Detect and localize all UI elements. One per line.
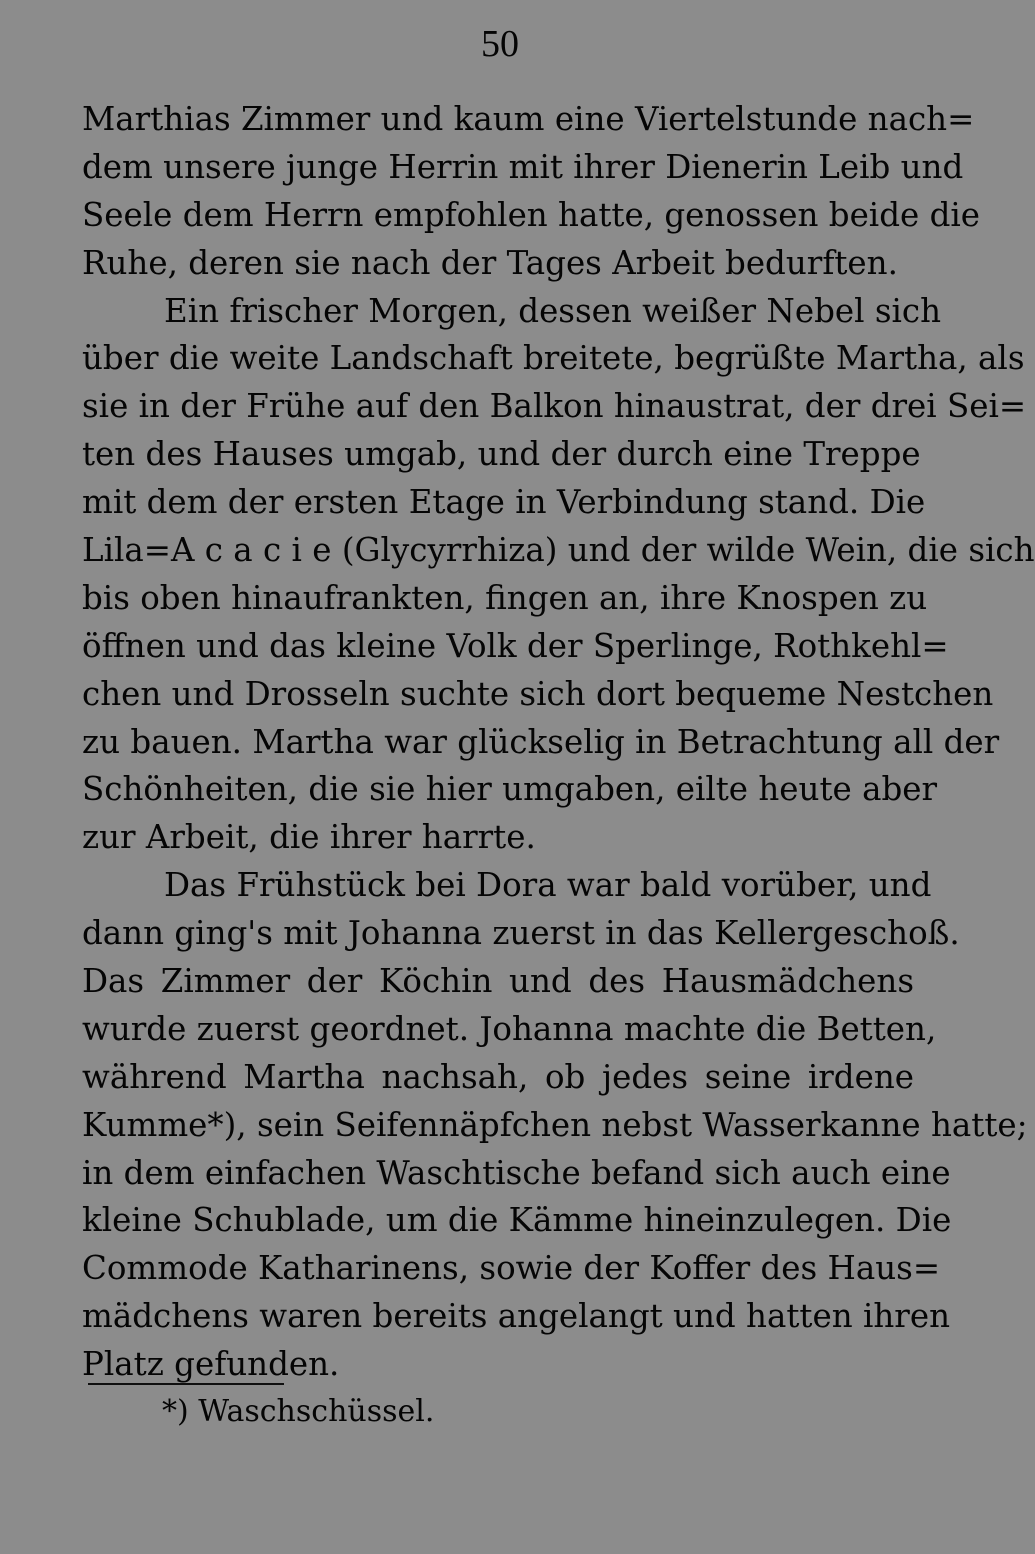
text-line: mit dem der ersten Etage in Verbindung stand. Die xyxy=(82,483,926,522)
text-line: bis oben hinaufrankten, fingen an, ihre Knospen zu xyxy=(82,578,928,617)
text-line: Commode Katharinens, sowie der Koffer des Haus= xyxy=(82,1249,941,1288)
text-line: Platz gefunden. xyxy=(82,1345,340,1384)
text-line: über die weite Landschaft breitete, begrüßte Martha, als xyxy=(82,339,1025,378)
text-line: kleine Schublade, um die Kämme hineinzulegen. Die xyxy=(82,1201,952,1240)
text-line: Kumme*), sein Seifennäpfchen nebst Wasserkanne hatte; xyxy=(82,1105,1028,1144)
text-line: Lila=A c a c i e (Glycyrrhiza) und der wilde Wein, die sich xyxy=(82,531,1035,570)
text-line: wurde zuerst geordnet. Johanna machte die Betten, xyxy=(82,1009,937,1048)
footnote-divider xyxy=(88,1383,284,1385)
text-line: während Martha nachsah, ob jedes seine irdene xyxy=(82,1057,914,1096)
text-line: mädchens waren bereits angelangt und hatten ihren xyxy=(82,1297,950,1336)
page-number: 50 xyxy=(481,23,519,65)
text-line: Schönheiten, die sie hier umgaben, eilte heute aber xyxy=(82,770,938,809)
body-text xyxy=(82,96,1035,1389)
text-line: in dem einfachen Waschtische befand sich auch eine xyxy=(82,1153,951,1192)
text-line: dem unsere junge Herrin mit ihrer Dienerin Leib und xyxy=(82,147,964,186)
text-line: Marthias Zimmer und kaum eine Viertelstunde nach= xyxy=(82,100,975,138)
text-line: chen und Drosseln suchte sich dort bequeme Nestchen xyxy=(82,674,994,713)
text-line: Das Frühstück bei Dora war bald vorüber, und xyxy=(164,866,932,905)
text-line: öffnen und das kleine Volk der Sperlinge, Rothkehl= xyxy=(82,626,949,665)
text-line: Ruhe, deren sie nach der Tages Arbeit bedurften. xyxy=(82,243,898,282)
text-line: dann ging's mit Johanna zuerst in das Kellergeschoß. xyxy=(82,914,960,953)
footnote: *) Waschschüssel. xyxy=(162,1394,435,1429)
text-line: ten des Hauses umgab, und der durch eine Treppe xyxy=(82,435,921,474)
text-line: Seele dem Herrn empfohlen hatte, genossen beide die xyxy=(82,195,981,234)
text-line: zu bauen. Martha war glückselig in Betrachtung all der xyxy=(82,722,1000,761)
text-line: Das Zimmer der Köchin und des Hausmädchens xyxy=(82,962,914,1001)
text-line: Ein frischer Morgen, dessen weißer Nebel sich xyxy=(164,291,942,330)
text-line: sie in der Frühe auf den Balkon hinaustrat, der drei Sei= xyxy=(82,387,1027,426)
text-line: zur Arbeit, die ihrer harrte. xyxy=(82,818,536,857)
